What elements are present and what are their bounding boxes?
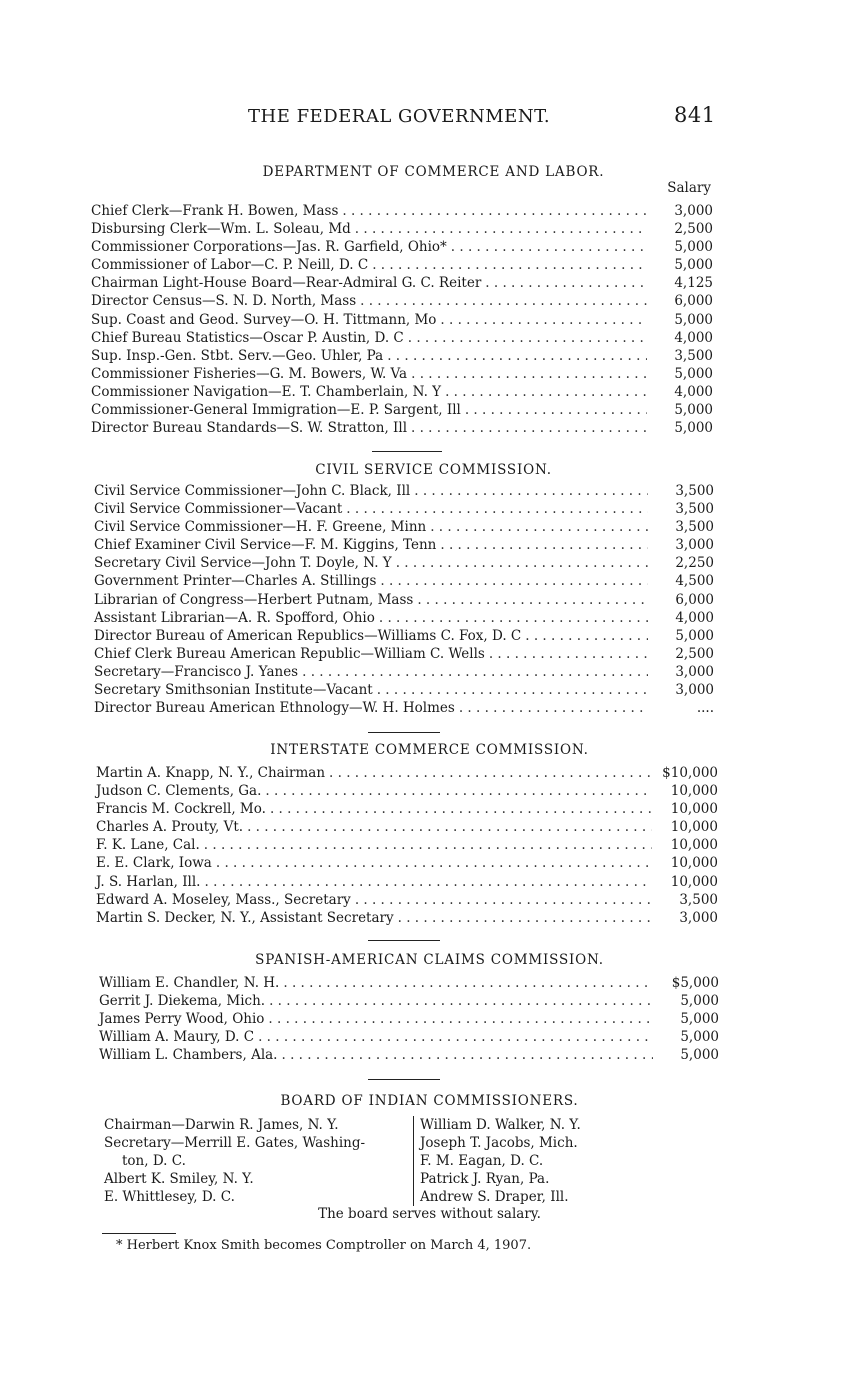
dot-leader: [372, 256, 647, 274]
salary-value: ....: [696, 700, 714, 717]
entry-name: Chief Clerk Bureau American Republic—William C. Wells: [94, 645, 485, 662]
commerce-row: [91, 274, 713, 292]
commerce-row: [91, 419, 713, 437]
entry-name: Secretary Civil Service—John T. Doyle, N. Y: [94, 555, 392, 572]
indian-member: Albert K. Smiley, N. Y.: [104, 1171, 254, 1187]
indian-member: William D. Walker, N. Y.: [420, 1117, 581, 1133]
salary-value: 3,000: [675, 682, 714, 699]
entry-name: Commissioner of Labor—C. P. Neill, D. C: [91, 257, 369, 274]
salary-value: 2,250: [675, 555, 714, 572]
entry-name: Chief Examiner Civil Service—F. M. Kiggins, Tenn: [94, 537, 437, 554]
salary-value: 4,125: [674, 275, 713, 292]
salary-value: 3,500: [675, 483, 714, 499]
dot-leader: [411, 365, 647, 383]
dot-leader: [377, 681, 648, 699]
salary-value: $10,000: [662, 765, 718, 781]
dot-leader: [465, 401, 647, 419]
commerce-row: [91, 365, 713, 383]
dot-leader: [269, 992, 653, 1010]
commerce-row: [91, 220, 713, 238]
section-divider: [368, 940, 440, 941]
salary-value: 3,500: [674, 347, 713, 364]
spanish-claims-row: [99, 1010, 719, 1028]
section-title-civil-service: CIVIL SERVICE COMMISSION.: [315, 462, 552, 478]
civil-service-row: [94, 572, 714, 590]
dot-leader: [302, 663, 648, 681]
salary-value: 10,000: [670, 819, 718, 836]
interstate-row: [96, 764, 718, 782]
page-number: 841: [674, 103, 716, 127]
salary-value: 3,000: [675, 663, 714, 680]
salary-value: 5,000: [674, 402, 713, 419]
salary-value: 5,000: [674, 239, 713, 256]
entry-name: William A. Maury, D. C: [99, 1029, 255, 1046]
commerce-row: [91, 292, 713, 310]
entry-name: William E. Chandler, N. H.: [99, 975, 280, 991]
salary-value: 6,000: [674, 293, 713, 310]
dot-leader: [525, 627, 648, 645]
dot-leader: [360, 292, 647, 310]
section-commerce: [0, 162, 859, 437]
section-divider: [368, 1079, 440, 1080]
salary-value: 10,000: [670, 873, 718, 890]
entry-name: J. S. Harlan, Ill.: [96, 873, 201, 890]
section-interstate: [0, 740, 859, 926]
dot-leader: [485, 274, 647, 292]
dot-leader: [430, 518, 648, 536]
entry-name: Chief Bureau Statistics—Oscar P. Austin, D. C: [91, 329, 404, 346]
commerce-row: [91, 401, 713, 419]
entry-name: E. E. Clark, Iowa: [96, 855, 212, 872]
salary-value: 3,500: [675, 501, 714, 518]
salary-value: 5,000: [680, 993, 719, 1010]
entry-name: Director Bureau Standards—S. W. Stratton, Ill: [91, 420, 408, 437]
civil-service-row: [94, 699, 714, 717]
entry-name: Martin S. Decker, N. Y., Assistant Secretary: [96, 909, 394, 926]
footnote-rule: [102, 1233, 176, 1234]
salary-value: 5,000: [674, 257, 713, 274]
interstate-row: [96, 854, 718, 872]
salary-value: 2,500: [675, 645, 714, 662]
civil-service-row: [94, 591, 714, 609]
dot-leader: [355, 891, 652, 909]
civil-service-row: [94, 500, 714, 518]
dot-leader: [379, 609, 648, 627]
salary-column-header: Salary: [667, 180, 711, 196]
civil-service-row: [94, 518, 714, 536]
entry-name: F. K. Lane, Cal.: [96, 837, 200, 854]
entry-name: Chief Clerk—Frank H. Bowen, Mass: [91, 203, 339, 219]
section-divider: [368, 732, 440, 733]
dot-leader: [216, 854, 652, 872]
salary-value: 5,000: [674, 420, 713, 437]
interstate-row: [96, 836, 718, 854]
entry-name: Librarian of Congress—Herbert Putnam, Mass: [94, 591, 414, 608]
civil-service-row: [94, 554, 714, 572]
entry-name: Civil Service Commissioner—H. F. Greene, Minn: [94, 519, 427, 536]
salary-value: 5,000: [680, 1029, 719, 1046]
commerce-row: [91, 329, 713, 347]
commerce-row: [91, 238, 713, 256]
entry-name: Director Bureau American Ethnology—W. H. Holmes: [94, 700, 455, 717]
commerce-row: [91, 311, 713, 329]
entry-name: William L. Chambers, Ala.: [99, 1047, 278, 1064]
salary-value: 4,000: [674, 383, 713, 400]
dot-leader: [414, 482, 648, 500]
dot-leader: [411, 419, 647, 437]
salary-value: 5,000: [680, 1047, 719, 1064]
indian-left-column: [104, 1116, 414, 1206]
entry-name: Disbursing Clerk—Wm. L. Soleau, Md: [91, 221, 351, 238]
dot-leader: [440, 536, 648, 554]
salary-value: 5,000: [675, 627, 714, 644]
entry-name: Gerrit J. Diekema, Mich.: [99, 993, 266, 1010]
salary-value: 5,000: [674, 311, 713, 328]
dot-leader: [342, 202, 647, 220]
salary-value: 4,500: [675, 573, 714, 590]
entry-name: Sup. Coast and Geod. Survey—O. H. Tittmann, Mo: [91, 311, 437, 328]
dot-leader: [204, 836, 652, 854]
indian-member: Secretary—Merrill E. Gates, Washing-: [104, 1135, 366, 1151]
commerce-row: [91, 383, 713, 401]
salary-value: 4,000: [674, 329, 713, 346]
dot-leader: [408, 329, 647, 347]
civil-service-row: [94, 482, 714, 500]
dot-leader: [355, 220, 647, 238]
entry-name: Secretary—Francisco J. Yanes: [94, 663, 299, 680]
section-divider: [372, 451, 442, 452]
indian-commissioners-list: [0, 1116, 859, 1208]
spanish-claims-row: [99, 1046, 719, 1064]
entry-name: Chairman Light-House Board—Rear-Admiral G. C. Reiter: [91, 275, 482, 292]
entry-name: Martin A. Knapp, N. Y., Chairman: [96, 765, 326, 781]
dot-leader: [281, 1046, 653, 1064]
entry-name: Judson C. Clements, Ga.: [96, 783, 262, 800]
salary-value: 10,000: [670, 855, 718, 872]
dot-leader: [440, 311, 647, 329]
dot-leader: [398, 909, 652, 927]
indian-member: Chairman—Darwin R. James, N. Y.: [104, 1117, 339, 1133]
entry-name: Charles A. Prouty, Vt.: [96, 819, 244, 836]
civil-service-row: [94, 681, 714, 699]
civil-service-row: [94, 645, 714, 663]
dot-leader: [247, 818, 652, 836]
entry-name: Francis M. Cockrell, Mo.: [96, 801, 266, 818]
salary-value: 10,000: [670, 783, 718, 800]
entry-name: Director Bureau of American Republics—Williams C. Fox, D. C: [94, 627, 522, 644]
dot-leader: [445, 383, 647, 401]
spanish-rows: [99, 974, 719, 1064]
running-head-title: THE FEDERAL GOVERNMENT.: [248, 106, 551, 127]
indian-member: Andrew S. Draper, Ill.: [420, 1189, 569, 1205]
dot-leader: [346, 500, 648, 518]
civil-service-rows: [94, 482, 714, 717]
dot-leader: [329, 764, 652, 782]
section-title-spanish: SPANISH-AMERICAN CLAIMS COMMISSION.: [255, 952, 604, 968]
entry-name: Sup. Insp.-Gen. Stbt. Serv.—Geo. Uhler, Pa: [91, 347, 384, 364]
dot-leader: [396, 554, 648, 572]
dot-leader: [268, 1010, 653, 1028]
dot-leader: [451, 238, 647, 256]
interstate-row: [96, 909, 718, 927]
dot-leader: [417, 591, 648, 609]
salary-value: 3,500: [679, 891, 718, 908]
section-civil-service: [0, 460, 859, 717]
entry-name: Commissioner Fisheries—G. M. Bowers, W. Va: [91, 365, 408, 382]
salary-value: 10,000: [670, 801, 718, 818]
dot-leader: [204, 873, 652, 891]
entry-name: Director Census—S. N. D. North, Mass: [91, 293, 357, 310]
interstate-row: [96, 873, 718, 891]
dot-leader: [283, 974, 653, 992]
dot-leader: [265, 782, 652, 800]
indian-member: E. Whittlesey, D. C.: [104, 1189, 235, 1205]
indian-member-continued: ton, D. C.: [122, 1153, 186, 1169]
dot-leader: [380, 572, 648, 590]
civil-service-row: [94, 663, 714, 681]
salary-value: 3,000: [674, 203, 713, 219]
entry-name: Commissioner-General Immigration—E. P. Sargent, Ill: [91, 402, 461, 419]
civil-service-row: [94, 609, 714, 627]
salary-value: 6,000: [675, 591, 714, 608]
footnote: * Herbert Knox Smith becomes Comptroller on March 4, 1907.: [116, 1238, 532, 1253]
entry-name: Edward A. Moseley, Mass., Secretary: [96, 891, 351, 908]
salary-value: 4,000: [675, 609, 714, 626]
salary-value: 3,500: [675, 519, 714, 536]
indian-member: Patrick J. Ryan, Pa.: [420, 1171, 550, 1187]
section-title-indian: BOARD OF INDIAN COMMISSIONERS.: [280, 1093, 579, 1109]
dot-leader: [387, 347, 647, 365]
salary-value: 5,000: [680, 1011, 719, 1028]
indian-member: F. M. Eagan, D. C.: [420, 1153, 544, 1169]
indian-right-column: [413, 1116, 640, 1206]
commerce-rows: [91, 202, 713, 437]
dot-leader: [258, 1028, 653, 1046]
interstate-row: [96, 891, 718, 909]
entry-name: Civil Service Commissioner—John C. Black, Ill: [94, 483, 411, 499]
entry-name: Government Printer—Charles A. Stillings: [94, 573, 377, 590]
indian-board-note: The board serves without salary.: [318, 1206, 541, 1222]
salary-value: 3,000: [679, 909, 718, 926]
civil-service-row: [94, 536, 714, 554]
interstate-rows: [96, 764, 718, 927]
entry-name: Civil Service Commissioner—Vacant: [94, 501, 343, 518]
commerce-row: [91, 256, 713, 274]
running-head: [0, 103, 859, 136]
entry-name: Commissioner Corporations—Jas. R. Garfield, Ohio*: [91, 239, 447, 256]
dot-leader: [489, 645, 648, 663]
section-spanish: [0, 950, 859, 1064]
salary-value: 2,500: [674, 221, 713, 238]
interstate-row: [96, 818, 718, 836]
commerce-row: [91, 202, 713, 220]
entry-name: Commissioner Navigation—E. T. Chamberlain, N. Y: [91, 383, 442, 400]
civil-service-row: [94, 627, 714, 645]
section-title-interstate: INTERSTATE COMMERCE COMMISSION.: [270, 742, 589, 758]
section-title-commerce: DEPARTMENT OF COMMERCE AND LABOR.: [262, 164, 605, 180]
spanish-claims-row: [99, 1028, 719, 1046]
dot-leader: [459, 699, 648, 717]
entry-name: Assistant Librarian—A. R. Spofford, Ohio: [94, 609, 375, 626]
salary-value: 5,000: [674, 365, 713, 382]
entry-name: James Perry Wood, Ohio: [99, 1011, 265, 1028]
salary-value: $5,000: [671, 975, 719, 991]
section-indian: [0, 1091, 859, 1111]
entry-name: Secretary Smithsonian Institute—Vacant: [94, 682, 373, 699]
interstate-row: [96, 800, 718, 818]
commerce-row: [91, 347, 713, 365]
salary-value: 3,000: [675, 537, 714, 554]
salary-value: 10,000: [670, 837, 718, 854]
indian-member: Joseph T. Jacobs, Mich.: [420, 1135, 578, 1151]
dot-leader: [270, 800, 652, 818]
spanish-claims-row: [99, 974, 719, 992]
interstate-row: [96, 782, 718, 800]
spanish-claims-row: [99, 992, 719, 1010]
